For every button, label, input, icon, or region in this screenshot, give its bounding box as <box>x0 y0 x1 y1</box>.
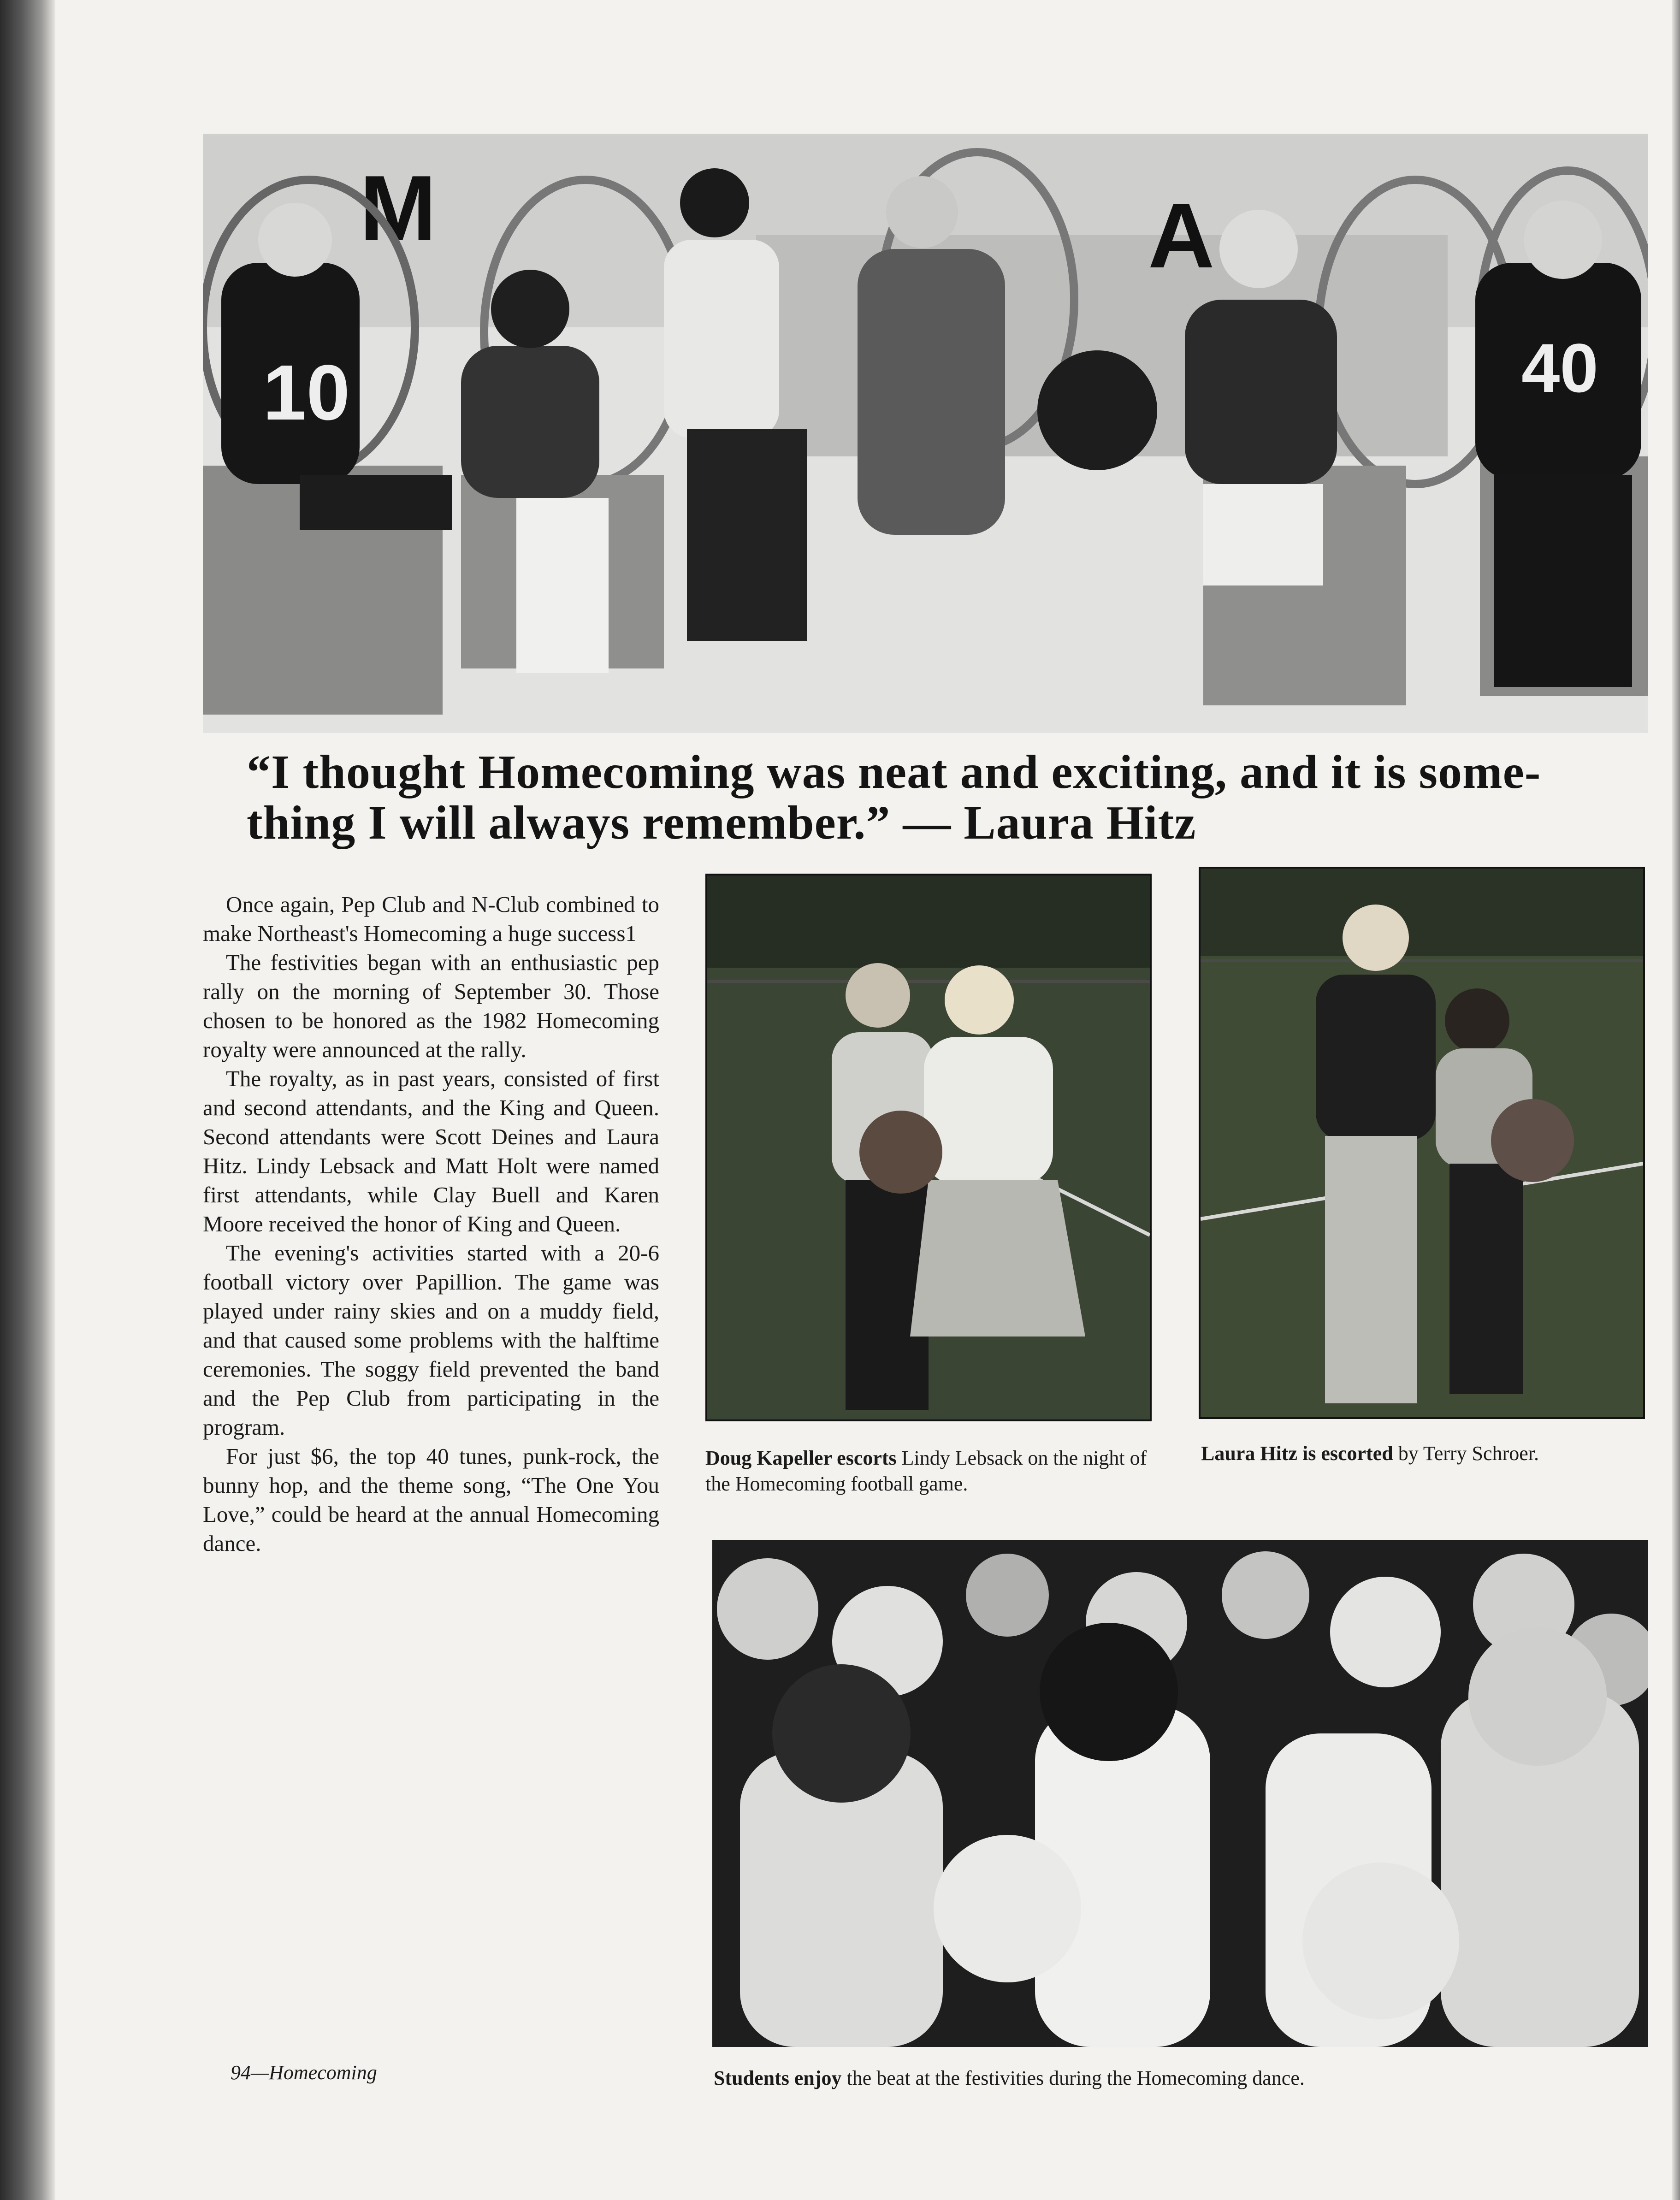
banner-letter-m: M <box>360 157 437 260</box>
caption-kapeller <box>705 1445 1157 1497</box>
caption-hitz <box>1201 1441 1644 1467</box>
caption-text: Lindy Lebsack on the night of the Homecoming football game. <box>705 1447 1147 1495</box>
page-edge <box>1672 0 1680 2200</box>
caption-dance <box>714 2065 1654 2091</box>
kapeller-lebsack-photo <box>705 874 1152 1421</box>
article-paragraph: The festivities began with an enthusiastic pep rally on the morning of September 30. Those chosen to be honored as the 1982 Homecoming royalty were announced at the rally. <box>203 950 659 1062</box>
caption-lead: Laura Hitz is escorted <box>1201 1442 1393 1465</box>
caption-text: the beat at the festivities during the Homecoming dance. <box>841 2067 1305 2089</box>
page-folio: 94—Homecoming <box>231 2061 377 2084</box>
article-body <box>203 890 659 1558</box>
article-paragraph: For just $6, the top 40 tunes, punk-rock, the bunny hop, and the theme song, “The One You Love,” could be heard at the annual Homecoming dance. <box>203 1443 659 1556</box>
banner-letter-a: A <box>1148 184 1215 287</box>
hitz-schroer-photo <box>1199 867 1645 1419</box>
caption-lead: Students enjoy <box>714 2067 842 2089</box>
pull-quote: “I thought Homecoming was neat and exciting, and it is some-thing I will always remember.” — Laura Hitz <box>247 745 1541 850</box>
caption-lead: Doug Kapeller escorts <box>705 1447 897 1469</box>
jersey-number-40: 40 <box>1521 329 1598 407</box>
jersey-number-10: 10 <box>263 349 350 437</box>
dance-photo <box>712 1540 1648 2047</box>
article-paragraph: The royalty, as in past years, consisted of first and second attendants, and the King and Queen. Second attendants were Scott Deines and Laura Hitz. Lindy Lebsack and Matt Holt were named first attendants, while Clay Buell and Karen Moore received the honor of King and Queen. <box>203 1066 659 1236</box>
royalty-photo <box>203 134 1648 733</box>
article-paragraph: The evening's activities started with a 20-6 football victory over Papillion. The game was played under rainy skies and on a muddy field, and that caused some problems with the halftime ceremonies. The soggy field prevented the band and the Pep Club from participating in the program. <box>203 1240 659 1440</box>
book-binding <box>0 0 55 2200</box>
article-paragraph: Once again, Pep Club and N-Club combined to make Northeast's Homecoming a huge success1 <box>203 892 659 946</box>
caption-text: by Terry Schroer. <box>1393 1442 1539 1465</box>
